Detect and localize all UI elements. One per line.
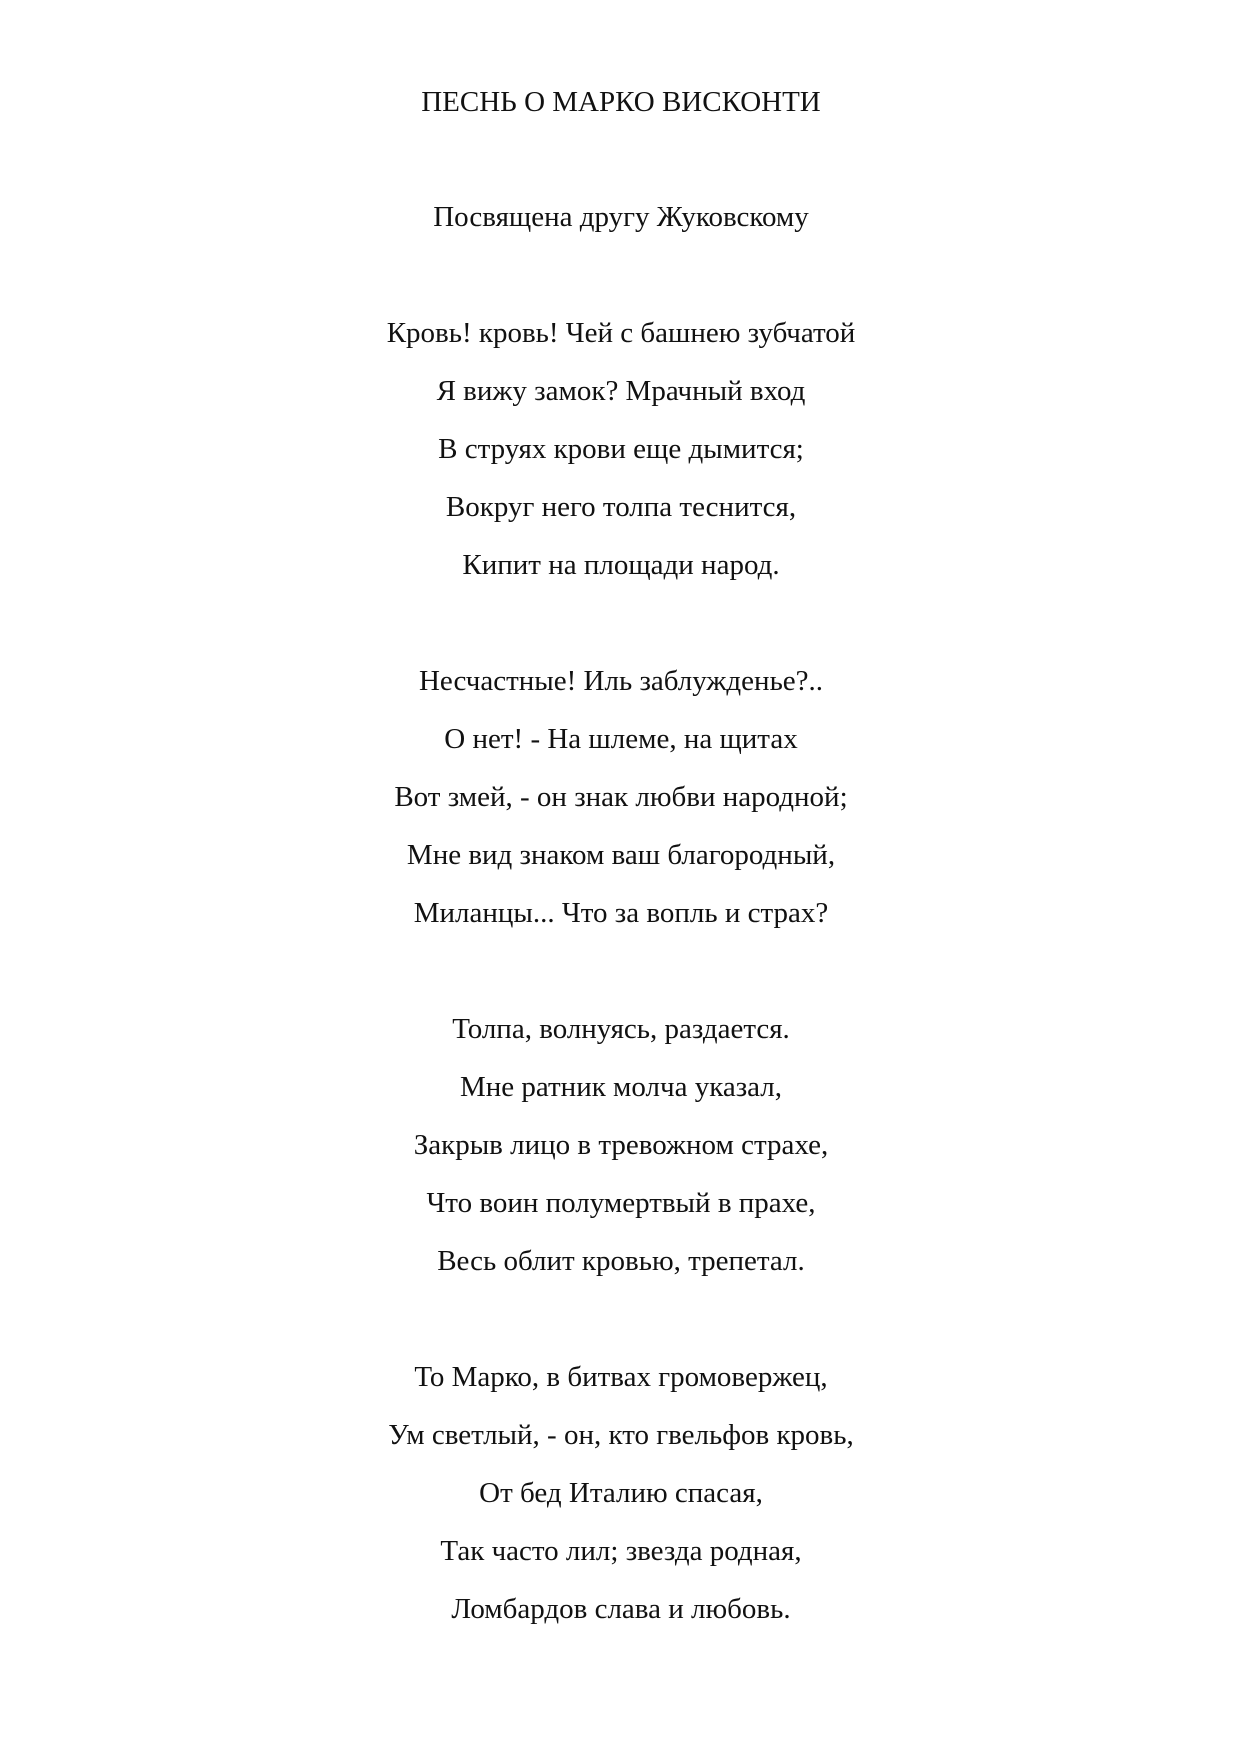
verse-line: Закрыв лицо в тревожном страхе, (413, 1129, 829, 1161)
verse-line: Миланцы... Что за вопль и страх? (413, 897, 829, 929)
verse-line: Я вижу замок? Мрачный вход (436, 375, 806, 407)
verse-line: Толпа, волнуясь, раздается. (452, 1013, 790, 1045)
page-title: ПЕСНЬ О МАРКО ВИСКОНТИ (421, 86, 821, 118)
verse-line: О нет! - На шлеме, на щитах (444, 723, 798, 755)
verse-line: Вокруг него толпа теснится, (445, 491, 797, 523)
verse-line: Мне ратник молча указал, (459, 1071, 783, 1103)
verse-line: Кипит на площади народ. (462, 549, 780, 581)
verse-line: Так часто лил; звезда родная, (440, 1535, 802, 1567)
verse-line: Весь облит кровью, трепетал. (437, 1245, 805, 1277)
verse-line: От бед Италию спасая, (479, 1477, 763, 1509)
dedication: Посвящена другу Жуковскому (433, 201, 809, 233)
verse-line: Вот змей, - он знак любви народной; (394, 781, 848, 813)
verse-line: Ум светлый, - он, кто гвельфов кровь, (388, 1419, 854, 1451)
verse-line: Мне вид знаком ваш благородный, (406, 839, 836, 871)
verse-line: В струях крови еще дымится; (438, 433, 804, 465)
verse-line: Кровь! кровь! Чей с башнею зубчатой (386, 317, 856, 349)
verse-line: Ломбардов слава и любовь. (451, 1593, 791, 1625)
verse-line: Несчастные! Иль заблужденье?.. (418, 665, 824, 697)
verse-line: То Марко, в битвах громовержец, (414, 1361, 828, 1393)
verse-line: Что воин полумертвый в прахе, (426, 1187, 816, 1219)
